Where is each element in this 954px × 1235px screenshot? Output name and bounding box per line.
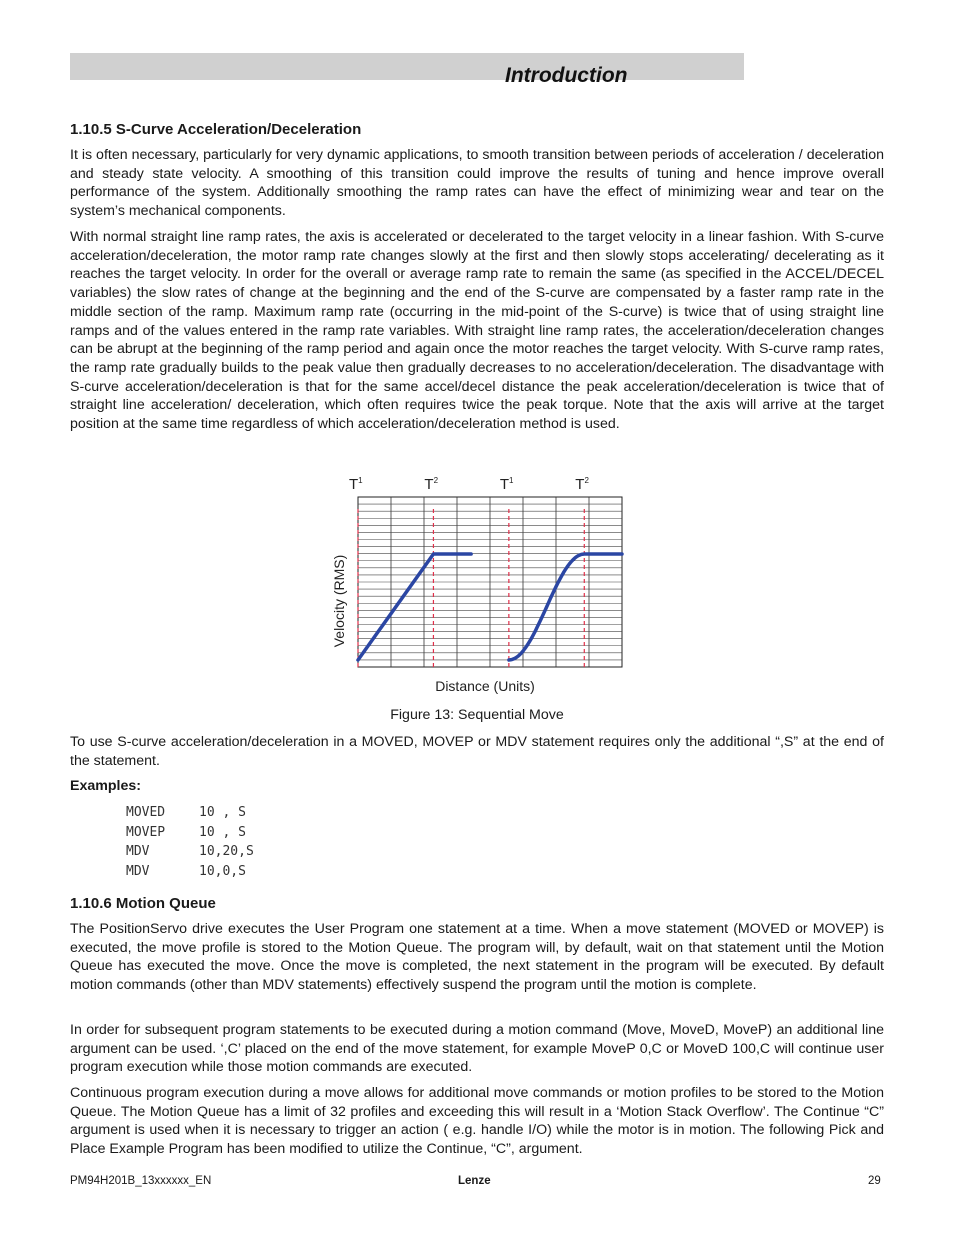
x-axis-label: Distance (Units) [435, 678, 535, 694]
code-args: 10,20,S [199, 844, 254, 860]
y-axis-label: Velocity (RMS) [331, 554, 347, 648]
paragraph: The PositionServo drive executes the User Program one statement at a time. When a move statement (MOVED or MOVEP) is executed, the move profile is stored to the Motion Queue. The program will, by default, wait on that statement until the Motion Queue has executed the move. Once the move is completed, the next statement in the program will be executed. By default motion commands (other than MDV statements) effectively suspend the program until the motion is complete. [70, 921, 884, 994]
code-command: MOVEP [126, 824, 166, 840]
header-bar [70, 53, 744, 80]
section-heading-s-curve: 1.10.5 S-Curve Acceleration/Deceleration [70, 121, 362, 138]
code-command: MDV [126, 844, 150, 860]
code-line [126, 842, 254, 862]
paragraph: With normal straight line ramp rates, the axis is accelerated or decelerated to the target velocity in a linear fashion. With S-curve acceleration/deceleration, the motor ramp rate changes slowly at the first and then slowly stops accelerating/ decelerating as it reaches the target velocity. In order for the overall or average ramp rate to remain the same (as specified in the ACCEL/DECEL variables) the slow rates of change at the beginning and the end of the S-curve are compensated by a faster ramp rate in the middle section of the ramp. Maximum ramp rate (occurring in the mid-point of the S-curve) is twice that of using straight line ramps and of the values entered in the ramp rate variables. With straight line ramp rates, the acceleration/deceleration changes can be abrupt at the beginning of the ramp period and again once the motor reaches the target velocity. With S-curve ramp rates, the ramp rate gradually builds to the peak value then gradually decreases to no acceleration/deceleration. The disadvantage with S-curve acceleration/deceleration is that for the same accel/decel distance the peak acceleration/deceleration is twice that of straight line acceleration/ deceleration, which often requires twice the peak torque. Note that the axis will arrive at the target position at the same time regardless of which acceleration/deceleration method is used. [70, 229, 884, 433]
code-args: 10,0,S [199, 864, 246, 880]
examples-label: Examples: [70, 778, 141, 794]
paragraph: It is often necessary, particularly for very dynamic applications, to smooth transition between periods of acceleration / deceleration and steady state velocity. A smoothing of this transition could improve the results of tuning and hence improve overall performance of the system. Additionally smoothing the ramp rates can have the effect of minimizing wear and tear on the system’s mechanical components. [70, 147, 884, 220]
paragraph: Continuous program execution during a move allows for additional move commands or motion profiles to be stored to the Motion Queue. The Motion Queue has a limit of 32 profiles and exceeding this will result in a ‘Motion Stack Overflow’. The Continue “C” argument is used when it is necessary to trigger an action ( e.g. handle I/O) while the motor is in motion. The following Pick and Place Example Program has been modified to utilize the Continue, “C”, argument. [70, 1085, 884, 1158]
marker-label: $T^1$ [499, 476, 514, 493]
code-args: 10 , S [199, 805, 246, 820]
code-command: MDV [126, 864, 150, 880]
page-title: Introduction [505, 64, 628, 87]
marker-label: $T^2$ [575, 476, 589, 493]
figure-caption: Figure 13: Sequential Move [390, 707, 564, 723]
marker-label: $T^1$ [349, 476, 363, 493]
sequential-move-chart [320, 465, 640, 705]
series-line-s-curve-ramp [509, 554, 622, 660]
paragraph: To use S-curve acceleration/deceleration in a MOVED, MOVEP or MDV statement requires only the additional “,S” at the end of the statement. [70, 734, 884, 769]
marker-label: $T^2$ [424, 476, 439, 493]
code-line [126, 803, 254, 823]
code-line [126, 862, 254, 882]
footer-page-number: 29 [868, 1175, 881, 1187]
code-command: MOVED [126, 805, 166, 820]
series-line-straight-line-ramp [358, 554, 471, 660]
code-examples [126, 803, 254, 882]
section-heading-motion-queue: 1.10.6 Motion Queue [70, 895, 216, 912]
footer-brand-logo: Lenze [458, 1175, 491, 1187]
paragraph: In order for subsequent program statements to be executed during a motion command (Move, MoveD, MoveP) an additional line argument can be used. ‘,C’ placed on the end of the move statement, for example MoveP 0,C or MoveD 100,C will continue user program execution while those motion commands are executed. [70, 1022, 884, 1076]
chart-grid [358, 497, 622, 667]
footer-doc-id: PM94H201B_13xxxxxx_EN [70, 1175, 212, 1187]
code-line [126, 823, 254, 843]
code-args: 10 , S [199, 824, 246, 840]
